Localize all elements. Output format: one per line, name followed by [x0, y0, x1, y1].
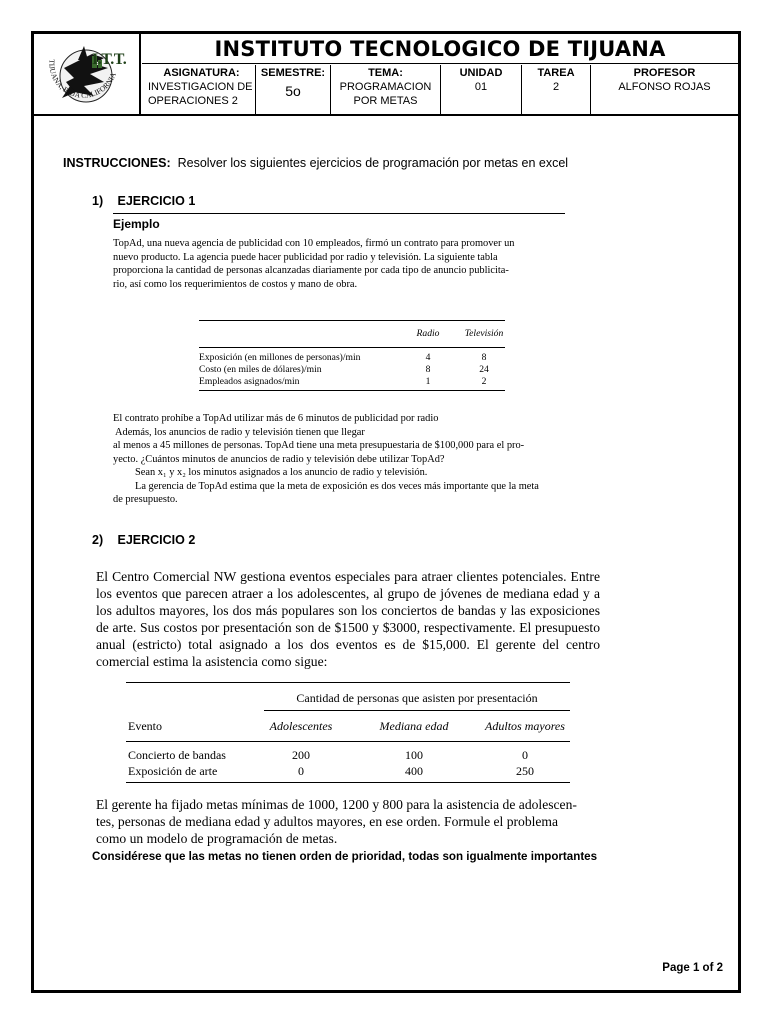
table-cell: 400 [405, 764, 423, 778]
table-cell: 8 [425, 364, 431, 375]
exercise-1-example [113, 213, 565, 291]
header-tarea-label: TAREA [537, 67, 575, 79]
logo-text: I.T.T. [92, 51, 127, 68]
header-unidad-label: UNIDAD [459, 67, 503, 79]
paragraph-line: El contrato prohíbe a TopAd utilizar más de 6 minutos de publicidad por radio [113, 413, 439, 424]
table-group-title: Cantidad de personas que asisten por presentación [296, 691, 538, 705]
exercise-1-title: EJERCICIO 1 [117, 194, 196, 208]
table-cell: Empleados asignados/min [199, 376, 300, 387]
header-tema-label: TEMA: [368, 67, 403, 79]
page-number: Page 1 of 2 [662, 962, 723, 974]
example-heading: Ejemplo [113, 217, 160, 231]
header-asignatura-value-line: OPERACIONES 2 [148, 95, 238, 107]
table-header-row [126, 711, 570, 741]
table-cell: 24 [479, 364, 489, 375]
paragraph-line: Sean x₁ y x₂ los minutos asignados a los anuncio de radio y televisión. [135, 467, 428, 478]
header-semestre-label: SEMESTRE: [260, 67, 326, 79]
exercise-2-statement [96, 796, 600, 847]
header-unidad [441, 65, 522, 114]
instructions-text: Resolver los siguientes ejercicios de programación por metas en excel [177, 156, 569, 170]
table-row [199, 364, 505, 376]
header-profesor-label: PROFESOR [633, 67, 696, 79]
table-row [199, 376, 505, 388]
header-tarea [522, 65, 591, 114]
exercise-1-number: 1) [92, 194, 104, 208]
table-cell: 2 [481, 376, 487, 387]
header-tema-value-line: POR METAS [353, 95, 418, 107]
header-asignatura-label: ASIGNATURA: [163, 67, 240, 79]
table-row [126, 763, 570, 779]
table-row [199, 352, 505, 364]
example-intro [113, 237, 565, 291]
paragraph-line: como un modelo de programación de metas. [96, 831, 338, 846]
exercise-1-statement [113, 412, 593, 507]
logo-emblem-icon [34, 34, 139, 114]
paragraph-line: de presupuesto. [113, 494, 178, 505]
paragraph-line: al menos a 45 millones de personas. TopAd tiene una meta presupuestaria de $100,000 para el pro- [113, 440, 525, 451]
attendance-table [126, 682, 570, 783]
document-header [34, 34, 738, 116]
header-profesor [591, 65, 738, 114]
exercise-2-number: 2) [92, 533, 104, 547]
table-header-cell: Evento [128, 719, 162, 733]
paragraph-line: yecto. ¿Cuántos minutos de anuncios de radio y televisión debe utilizar TopAd? [113, 453, 445, 465]
header-tarea-value: 2 [552, 81, 560, 93]
instructions-label: INSTRUCCIONES: [63, 156, 171, 170]
table-cell: 0 [522, 748, 528, 762]
exercise-1-heading [92, 194, 195, 208]
paragraph-line: rio, así como los requerimientos de costos y mano de obra. [113, 278, 358, 290]
header-semestre-value: 5o [285, 83, 301, 99]
institution-title: INSTITUTO TECNOLOGICO DE TIJUANA [142, 34, 738, 64]
table-header-cell: Radio [416, 328, 440, 339]
paragraph-line: TopAd, una nueva agencia de publicidad con 10 empleados, firmó un contrato para promover un [113, 238, 515, 249]
header-asignatura [142, 65, 256, 114]
table-cell: 4 [425, 352, 431, 363]
header-asignatura-value-line: INVESTIGACION DE [148, 81, 253, 93]
paragraph-line: La gerencia de TopAd estima que la meta de exposición es dos veces más importante que la meta [135, 480, 539, 492]
table-cell: Exposición de arte [128, 764, 218, 778]
paragraph-line: proporciona la cantidad de personas alcanzadas diariamente por cada tipo de anuncio publicita- [113, 265, 509, 276]
table-cell: Concierto de bandas [128, 748, 226, 762]
table-row [126, 747, 570, 763]
table-cell: 1 [425, 376, 431, 387]
table-header-cell: Adultos mayores [485, 719, 565, 733]
divider [113, 213, 565, 214]
table-cell: 8 [481, 352, 487, 363]
header-semestre [256, 65, 331, 114]
header-tema-value-line: PROGRAMACION [339, 81, 432, 93]
table-cell: 250 [516, 764, 534, 778]
instructions [63, 156, 568, 170]
svg-text:TIJUANA, BAJA CALIFORNIA: TIJUANA, BAJA CALIFORNIA [47, 58, 118, 100]
exercise-2-heading [92, 533, 195, 547]
table-cell: 200 [292, 748, 310, 762]
header-tema [331, 65, 441, 114]
institution-logo [34, 34, 141, 114]
table-header-row [199, 321, 505, 347]
table-header-cell: Adolescentes [269, 719, 333, 733]
table-header-cell: Televisión [464, 328, 504, 339]
table-cell: 100 [405, 748, 423, 762]
table-cell: Costo (en miles de dólares)/min [199, 364, 322, 375]
table-cell: Exposición (en millones de personas)/min [199, 352, 361, 363]
page-border [31, 31, 741, 993]
header-profesor-value: ALFONSO ROJAS [618, 81, 711, 93]
exercise-2-intro: El Centro Comercial NW gestiona eventos especiales para atraer clientes potenciales. Entre los eventos que parecen atraer a los adolescentes, al grupo de jóvenes de mediana edad y a los adultos mayores, los dos más populares son los conciertos de bandas y las exposiciones de arte. Sus costos por presentación son de $1500 y $3000, respectivamente. El presupuesto anual (estricto) total asignado a los dos eventos es de $15,000. El gerente del centro comercial estima la asistencia como sigue: [96, 569, 600, 669]
header-unidad-value: 01 [474, 81, 488, 93]
paragraph-line: tes, personas de mediana edad y adultos mayores, en ese orden. Formule el problema [96, 814, 559, 829]
table-group-header [126, 683, 570, 711]
paragraph-line: Además, los anuncios de radio y televisión tienen que llegar [115, 426, 365, 438]
exercise-2-note: Considérese que las metas no tienen orden de prioridad, todas son igualmente importantes [92, 850, 598, 863]
topad-table [199, 320, 505, 391]
table-header-cell: Mediana edad [379, 719, 449, 733]
paragraph-line: nuevo producto. La agencia puede hacer publicidad por radio y televisión. La siguiente tabla [113, 251, 498, 263]
table-cell: 0 [298, 764, 304, 778]
exercise-2-title: EJERCICIO 2 [117, 533, 196, 547]
paragraph-line: El gerente ha fijado metas mínimas de 1000, 1200 y 800 para la asistencia de adolescen- [96, 797, 577, 812]
